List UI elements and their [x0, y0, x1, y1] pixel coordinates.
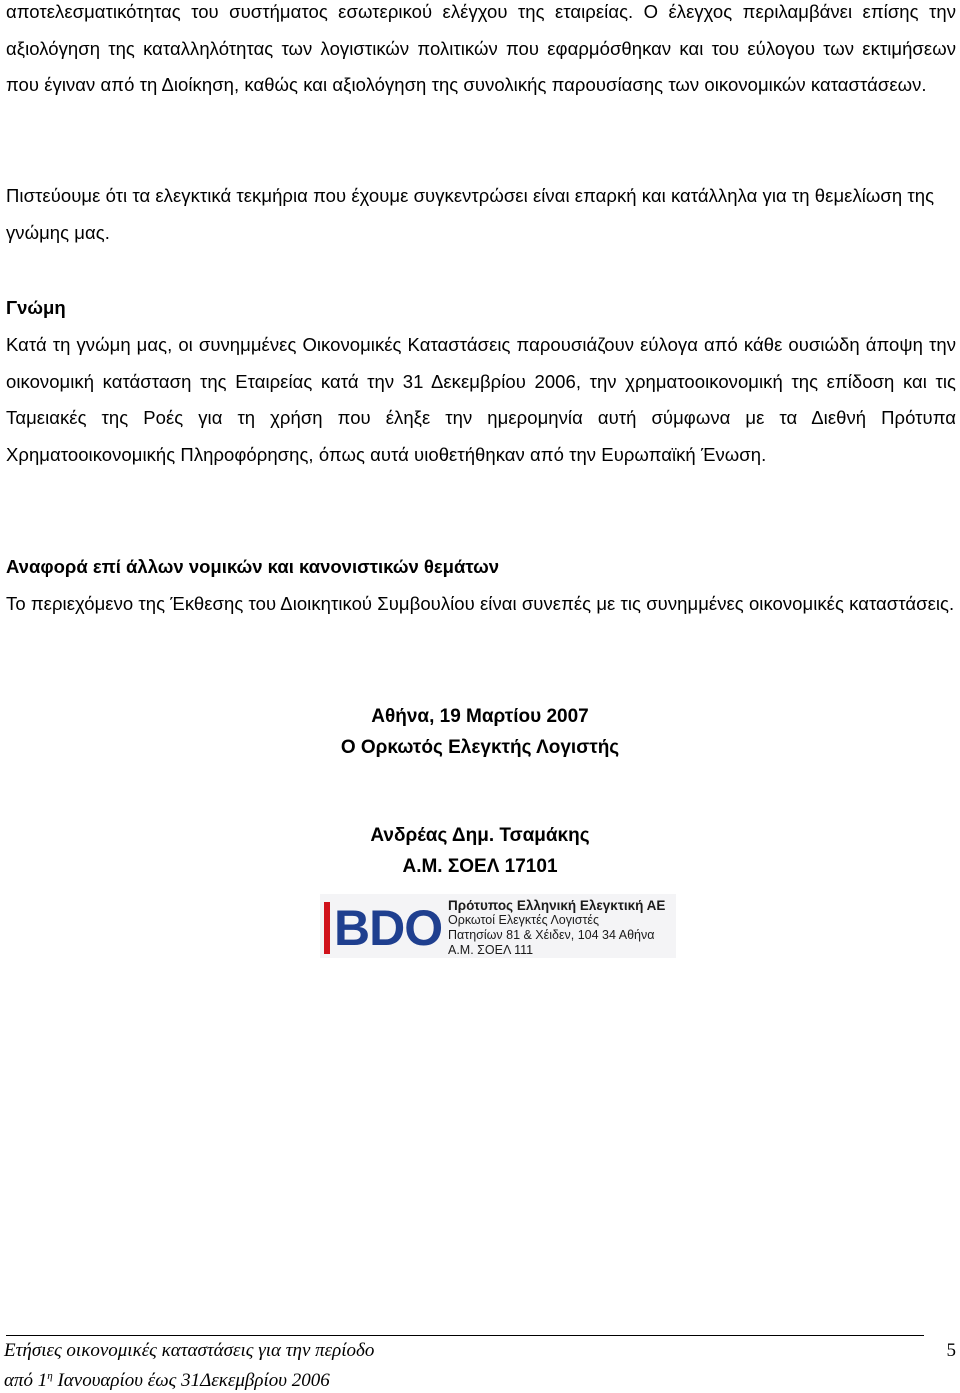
footer-line-2-superscript: η	[47, 1370, 53, 1382]
stamp-firm-name: Πρότυπος Ελληνική Ελεγκτική ΑΕ	[448, 898, 666, 913]
bdo-logo-bar	[324, 902, 330, 954]
audit-firm-stamp	[320, 894, 676, 958]
stamp-address: Πατησίων 81 & Χέιδεν, 104 34 Αθήνα	[448, 928, 655, 942]
other-matters-paragraph: Το περιεχόμενο της Έκθεσης του Διοικητικού Συμβουλίου είναι συνεπές με τις συνημμένες οικονομικές καταστάσεις.	[6, 593, 955, 614]
opinion-paragraph: Κατά τη γνώμη μας, οι συνημμένες Οικονομικές Καταστάσεις παρουσιάζουν εύλογα από κάθε ουσιώδη άποψη την οικονομική κατάσταση της Εταιρείας κατά την 31 Δεκεμβρίου 2006, την χρηματοοικονομική της επίδοση και τις Ταμειακές της Ροές για τη χρήση που έληξε την ημερομηνία αυτή σύμφωνα με τα Διεθνή Πρότυπα Χρηματοοικονομικής Πληροφόρησης, όπως αυτά υιοθετήθηκαν από την Ευρωπαϊκή Ένωση.	[6, 334, 956, 465]
stamp-registration: Α.Μ. ΣΟΕΛ 111	[448, 943, 534, 957]
signature-registration: Α.Μ. ΣΟΕΛ 17101	[402, 856, 558, 877]
signature-place-date: Αθήνα, 19 Μαρτίου 2007	[371, 706, 589, 727]
stamp-text-block	[448, 898, 665, 958]
footer-divider	[6, 1335, 924, 1336]
page-number: 5	[946, 1340, 956, 1361]
audit-evidence-paragraph: Πιστεύουμε ότι τα ελεγκτικά τεκμήρια που έχουμε συγκεντρώσει είναι επαρκή και κατάλληλα για τη θεμελίωση της γνώμης μας.	[6, 185, 935, 243]
signature-name: Ανδρέας Δημ. Τσαμάκης	[370, 825, 590, 846]
footer-line-2-suffix: Ιανουαρίου έως 31Δεκεμβρίου 2006	[52, 1370, 330, 1391]
bdo-logo-text: BDO	[334, 900, 443, 956]
footer-line-2-prefix: από 1	[4, 1370, 48, 1391]
other-matters-heading: Αναφορά επί άλλων νομικών και κανονιστικών θεμάτων	[6, 556, 500, 577]
footer-title-line-1: Ετήσιες οικονομικές καταστάσεις για την περίοδο	[4, 1340, 375, 1361]
opinion-heading: Γνώμη	[6, 297, 66, 318]
stamp-line-2: Ορκωτοί Ελεγκτές Λογιστές	[448, 913, 600, 927]
signature-auditor-title: Ο Ορκωτός Ελεγκτής Λογιστής	[340, 737, 620, 758]
bdo-logo	[324, 902, 442, 954]
audit-scope-paragraph: αποτελεσματικότητας του συστήματος εσωτερικού ελέγχου της εταιρείας. Ο έλεγχος περιλαμβάνει επίσης την αξιολόγηση της καταλληλότητας των λογιστικών πολιτικών που εφαρμόσθηκαν και του εύλογου των εκτιμήσεων που έγιναν από τη Διοίκηση, καθώς και αξιολόγηση της συνολικής παρουσίασης των οικονομικών καταστάσεων.	[6, 1, 956, 95]
footer-title-line-2	[4, 1369, 330, 1393]
